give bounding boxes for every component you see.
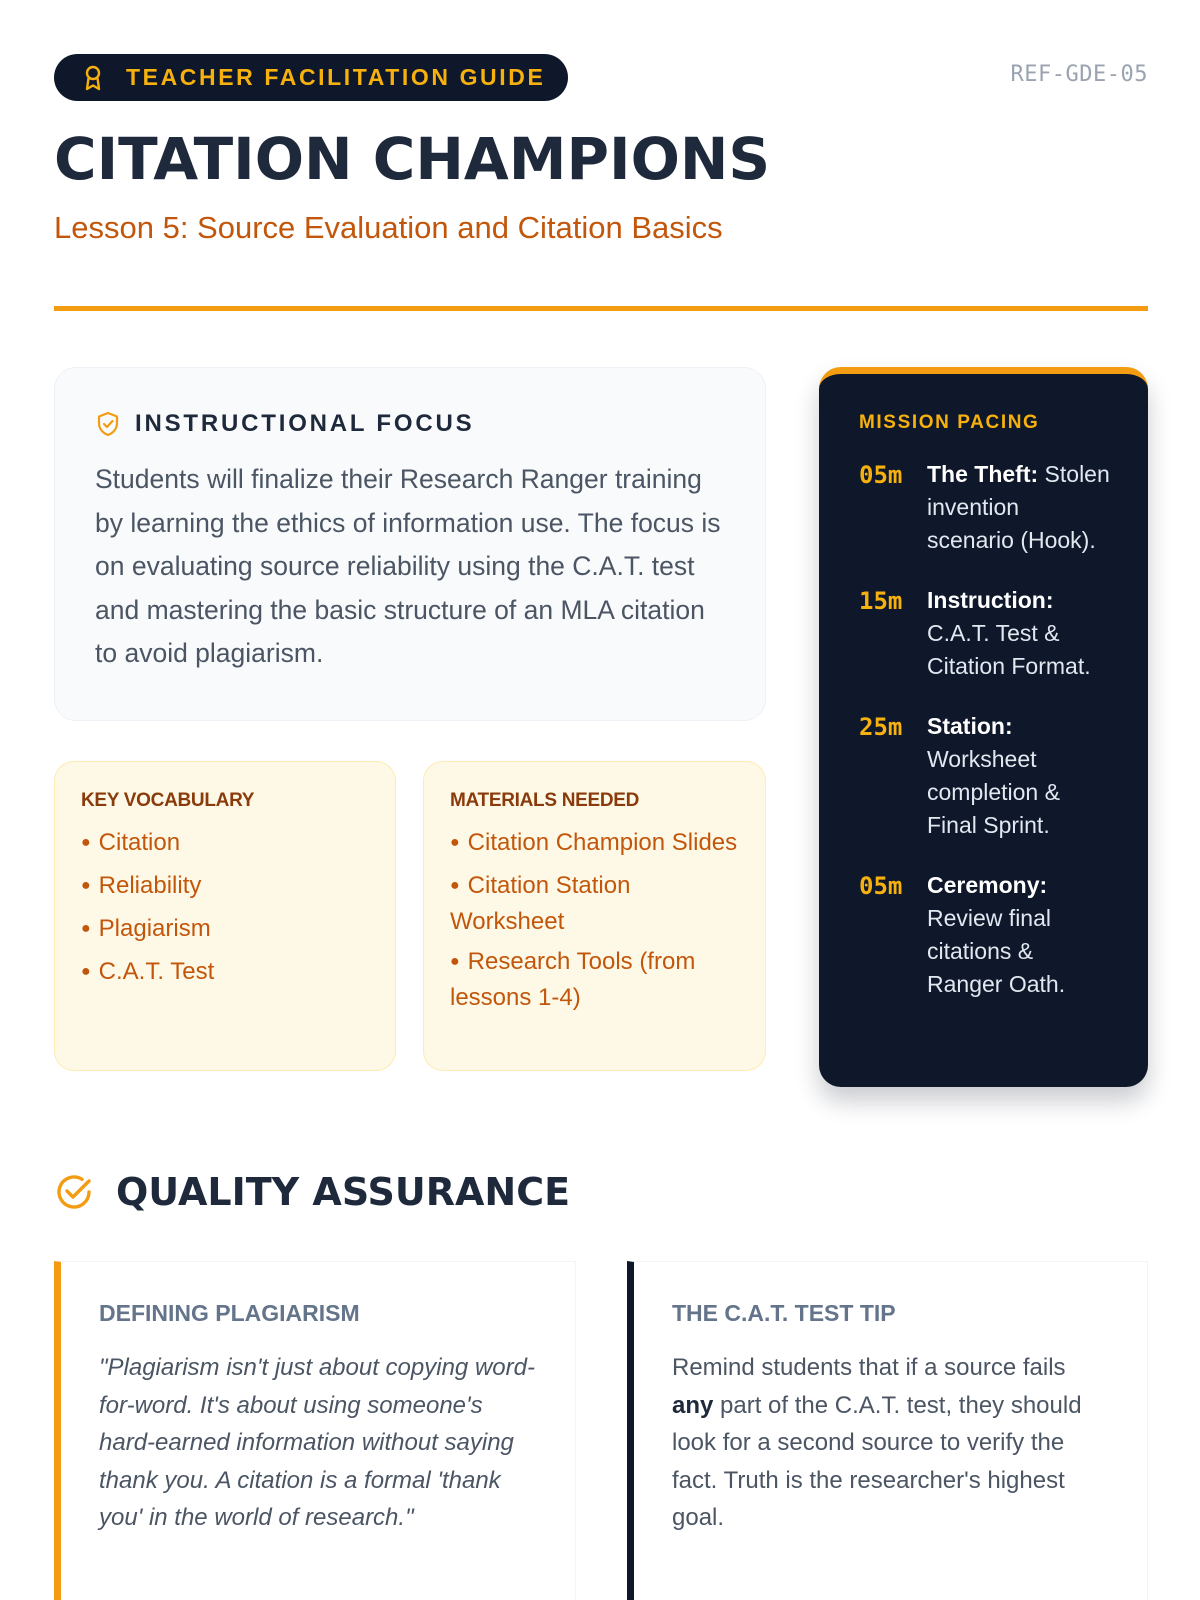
cat-test-tip-card [627, 1261, 1148, 1600]
pacing-item [859, 584, 1110, 683]
pacing-heading: MISSION PACING [859, 412, 1040, 433]
reference-code: REF-GDE-05 [1010, 62, 1148, 87]
pacing-item [859, 710, 1110, 842]
vocabulary-heading: KEY VOCABULARY [81, 790, 255, 811]
vocabulary-list [81, 826, 369, 991]
cat-tip-text: Remind students that if a source fails any part of the C.A.T. test, they should look for a second source to verify the fact. Truth is the researcher's highest goal. [672, 1354, 1082, 1531]
guide-type-badge [54, 54, 568, 101]
focus-header [95, 410, 725, 438]
pacing-description: Worksheet completion & Final Sprint. [927, 746, 1060, 838]
pacing-label: Instruction: [927, 587, 1054, 613]
lesson-guide-page [54, 0, 1148, 1600]
quality-assurance-heading [54, 1170, 570, 1214]
materials-needed-card [423, 761, 766, 1071]
plagiarism-quote: "Plagiarism isn't just about copying word-for-word. It's about using someone's hard-earned information without saying thank you. A citation is a formal 'thank you' in the world of research." [99, 1354, 535, 1531]
materials-heading: MATERIALS NEEDED [450, 790, 640, 811]
list-item: ● Citation Station Worksheet [450, 872, 631, 935]
list-item: ● Citation Champion Slides [450, 829, 738, 856]
pacing-duration: 05m [859, 872, 903, 900]
pacing-item [859, 458, 1110, 557]
pacing-duration: 15m [859, 587, 903, 615]
mission-pacing-card [819, 367, 1148, 1087]
pacing-description: Stolen invention scenario (Hook). [927, 461, 1110, 553]
guide-type-label: TEACHER FACILITATION GUIDE [126, 64, 546, 90]
list-item: ● Reliability [81, 872, 202, 899]
pacing-label: Ceremony: [927, 872, 1048, 898]
key-vocabulary-card [54, 761, 396, 1071]
pacing-label: The Theft: [927, 461, 1039, 487]
check-circle-icon [54, 1172, 94, 1212]
pacing-duration: 05m [859, 461, 903, 489]
list-item: ● Citation [81, 829, 181, 856]
focus-description: Students will finalize their Research Ranger training by learning the ethics of information use. The focus is on evaluating source reliability using the C.A.T. test and mastering the basic structure of an MLA citation to avoid plagiarism. [95, 464, 721, 668]
pacing-duration: 25m [859, 713, 903, 741]
card-title: DEFINING PLAGIARISM [99, 1300, 360, 1326]
pacing-description: Review final citations & Ranger Oath. [927, 905, 1066, 997]
pacing-description: C.A.T. Test & Citation Format. [927, 620, 1091, 679]
focus-label: INSTRUCTIONAL FOCUS [135, 410, 475, 437]
materials-list [450, 826, 739, 1014]
title-divider [54, 306, 1148, 311]
section-title: QUALITY ASSURANCE [116, 1170, 571, 1214]
lesson-subtitle: Lesson 5: Source Evaluation and Citation Basics [54, 210, 723, 245]
list-item: ● Research Tools (from lessons 1-4) [450, 948, 696, 1011]
shield-check-icon [95, 411, 121, 437]
list-item: ● C.A.T. Test [81, 958, 215, 985]
emphasis-word: any [672, 1391, 714, 1419]
pacing-label: Station: [927, 713, 1013, 739]
card-title: THE C.A.T. TEST TIP [672, 1300, 896, 1326]
list-item: ● Plagiarism [81, 915, 211, 942]
instructional-focus-card [54, 367, 766, 721]
pacing-item [859, 869, 1110, 1001]
award-ribbon-icon [82, 65, 104, 91]
defining-plagiarism-card [54, 1261, 576, 1600]
page-title: CITATION CHAMPIONS [54, 125, 771, 193]
